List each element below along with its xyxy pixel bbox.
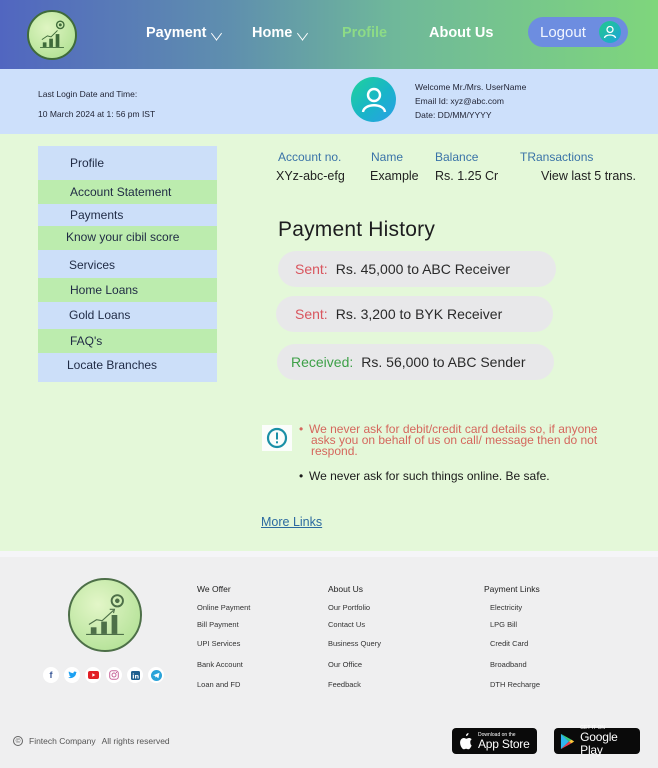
payment-history-item[interactable]	[277, 344, 554, 380]
footer-link[interactable]: Bill Payment	[197, 620, 239, 629]
app-store-small-text: Download on the	[478, 731, 516, 738]
sidebar-item-locate-branches[interactable]: Locate Branches	[38, 353, 217, 382]
copyright-icon: ©	[13, 736, 23, 746]
last-login-label: Last Login Date and Time:	[38, 89, 138, 99]
welcome-text: Welcome Mr./Mrs. UserName	[415, 82, 527, 92]
logout-button[interactable]	[528, 17, 628, 47]
nav-profile[interactable]: Profile	[342, 25, 388, 41]
warning-line-3: respond.	[311, 444, 358, 458]
footer-column-payment-links	[484, 584, 541, 689]
payment-history-item[interactable]	[276, 296, 553, 332]
account-no-value: XYz-abc-efg	[276, 169, 345, 183]
received-tag: Received:	[291, 354, 354, 370]
footer-link[interactable]: Feedback	[328, 680, 361, 689]
rights-text: All rights reserved	[101, 736, 170, 746]
balance-value: Rs. 1.25 Cr	[435, 169, 499, 183]
name-header: Name	[371, 150, 404, 164]
security-notice	[299, 424, 619, 483]
user-icon	[360, 86, 388, 114]
google-play-small-text: GET IT ON	[580, 725, 605, 731]
sidebar	[38, 146, 217, 382]
footer-column-about-us	[328, 584, 381, 689]
warning-line-2: asks you on behalf of us on call/ message then do not	[311, 433, 598, 447]
footer-link[interactable]: LPG Bill	[490, 620, 518, 629]
footer-link[interactable]: Our Office	[328, 660, 363, 669]
linkedin-icon[interactable]	[127, 667, 143, 683]
footer-divider	[0, 551, 658, 557]
sent-tag: Sent:	[295, 306, 328, 322]
apple-icon	[458, 733, 473, 750]
nav-payment[interactable]	[146, 25, 221, 41]
footer-logo[interactable]	[68, 578, 142, 652]
more-links-link[interactable]: More Links	[261, 515, 323, 529]
payment-detail: Rs. 56,000 to ABC Sender	[361, 354, 526, 370]
payment-history-title: Payment History	[278, 218, 436, 241]
payment-detail: Rs. 3,200 to BYK Receiver	[335, 306, 503, 322]
footer-link[interactable]: Credit Card	[490, 639, 529, 648]
balance-header: Balance	[435, 150, 479, 164]
transactions-header: TRansactions	[520, 150, 594, 164]
footer-link[interactable]: DTH Recharge	[490, 680, 541, 689]
footer-link[interactable]: Broadband	[490, 660, 527, 669]
avatar	[351, 77, 396, 122]
footer-heading: We Offer	[197, 584, 231, 594]
google-play-big-text: Google Play	[580, 730, 618, 757]
user-details	[415, 80, 526, 122]
nav-payment-label: Payment	[146, 25, 207, 41]
sidebar-item-faqs[interactable]: FAQ's	[38, 329, 217, 353]
footer-link[interactable]: Online Payment	[197, 603, 251, 612]
footer-link[interactable]: Loan and FD	[197, 680, 241, 689]
footer-link[interactable]: Electricity	[490, 603, 523, 612]
youtube-icon[interactable]	[85, 667, 101, 683]
date-text: Date: DD/MM/YYYY	[415, 110, 492, 120]
logout-label: Logout	[540, 23, 586, 41]
footer-heading: Payment Links	[484, 584, 540, 594]
facebook-icon[interactable]: f	[43, 667, 59, 683]
social-links	[43, 667, 164, 683]
sidebar-item-services[interactable]: Services	[38, 250, 217, 278]
instagram-icon[interactable]	[106, 667, 122, 683]
alert-icon	[262, 425, 292, 451]
growth-chart-icon	[70, 580, 140, 650]
svg-text:in: in	[131, 671, 139, 680]
footer-column-we-offer	[197, 584, 251, 689]
warning-line-1: We never ask for debit/credit card details so, if anyone	[309, 422, 598, 436]
user-icon	[599, 21, 621, 43]
sidebar-item-profile[interactable]: Profile	[38, 146, 217, 180]
growth-chart-icon	[29, 12, 75, 58]
user-info-bar	[0, 69, 658, 134]
brand-logo[interactable]	[27, 10, 77, 60]
chevron-down-icon	[211, 26, 222, 41]
company-name: Fintech Company	[29, 736, 96, 746]
footer-link[interactable]: UPI Services	[197, 639, 241, 648]
main-content	[0, 134, 658, 551]
app-store-big-text: App Store	[478, 736, 530, 751]
sidebar-item-gold-loans[interactable]: Gold Loans	[38, 302, 217, 329]
warning-notice	[299, 424, 619, 457]
email-text: Email Id: xyz@abc.com	[415, 96, 504, 106]
view-transactions-link[interactable]: View last 5 trans.	[541, 169, 636, 183]
google-play-icon	[560, 733, 575, 750]
footer-heading: About Us	[328, 584, 363, 594]
last-login-value: 10 March 2024 at 1: 56 pm IST	[38, 109, 156, 119]
name-value: Example	[370, 169, 419, 183]
payment-detail: Rs. 45,000 to ABC Receiver	[335, 261, 511, 277]
app-store-button[interactable]	[452, 728, 537, 754]
google-play-button[interactable]	[554, 725, 640, 757]
safety-notice: • We never ask for such things online. Be safe.	[299, 469, 619, 483]
sent-tag: Sent:	[295, 261, 328, 277]
nav-about-us[interactable]: About Us	[429, 25, 494, 41]
sidebar-item-payments[interactable]: Payments	[38, 204, 217, 226]
footer-link[interactable]: Bank Account	[197, 660, 243, 669]
chevron-down-icon	[297, 26, 308, 41]
telegram-icon[interactable]	[148, 667, 164, 683]
sidebar-item-home-loans[interactable]: Home Loans	[38, 278, 217, 302]
nav-home-label: Home	[252, 25, 293, 41]
footer-link[interactable]: Business Query	[328, 639, 381, 648]
nav-home[interactable]	[252, 25, 307, 41]
account-no-header: Account no.	[278, 150, 342, 164]
copyright	[13, 736, 170, 746]
footer-link[interactable]: Contact Us	[328, 620, 366, 629]
footer-link[interactable]: Our Portfolio	[328, 603, 371, 612]
top-navbar	[0, 0, 658, 69]
sidebar-item-cibil-score[interactable]: Know your cibil score	[38, 226, 217, 250]
sidebar-item-account-statement[interactable]: Account Statement	[38, 180, 217, 204]
payment-history-item[interactable]	[278, 251, 556, 287]
twitter-icon[interactable]	[64, 667, 80, 683]
